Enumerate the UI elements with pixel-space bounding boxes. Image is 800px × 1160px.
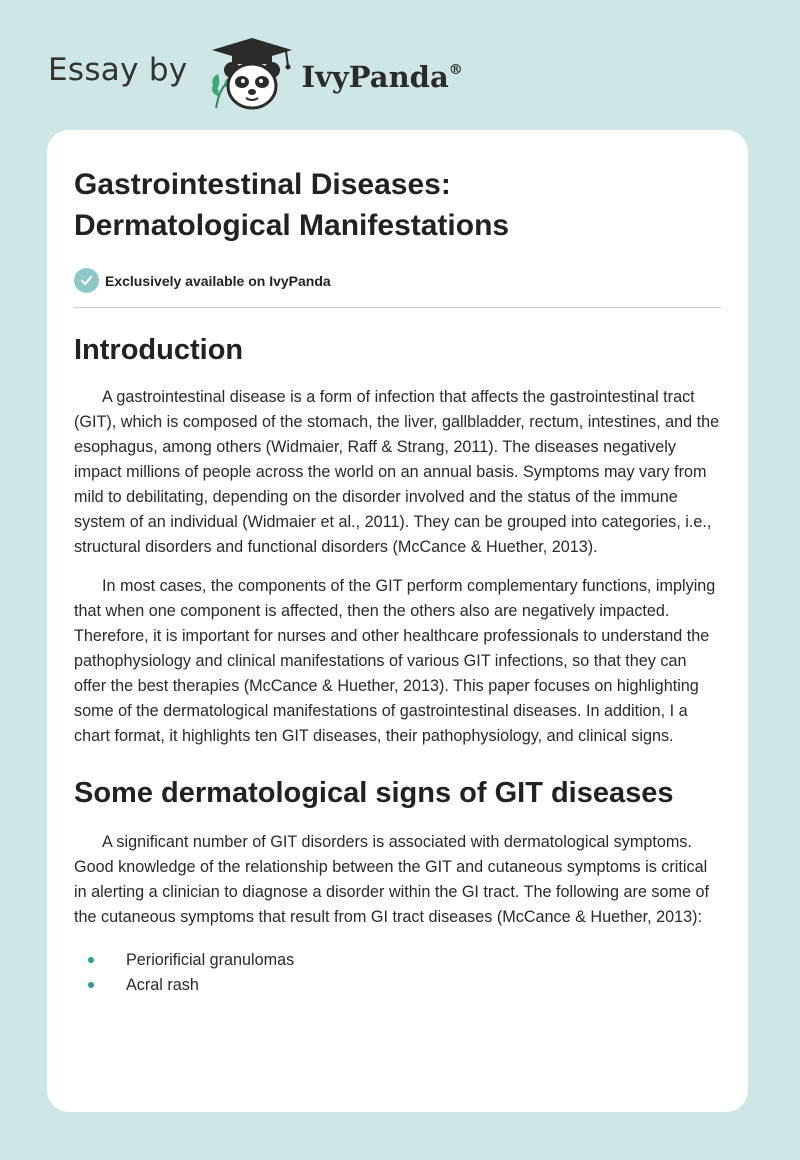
bullet-dot-icon <box>88 957 94 963</box>
site-header <box>48 34 748 114</box>
check-circle-icon <box>74 268 99 293</box>
essay-by-label: Essay by <box>48 52 188 88</box>
article-title-line-2: Dermatological Manifestations <box>74 209 510 242</box>
registered-mark: ® <box>448 62 463 78</box>
bullet-dot-icon <box>88 982 94 988</box>
article-title-line-1: Gastrointestinal Diseases: <box>74 168 451 201</box>
paragraph: A significant number of GIT disorders is associated with dermatological symptoms. Good knowledge of the relationship between the GIT and cutaneous symptoms is critical in alerting a clinician to diagnose a disorder within the GI tract. The following are some of the cutaneous symptoms that result from GI tract diseases (McCance & Huether, 2013): <box>74 833 709 926</box>
brand-name[interactable]: IvyPanda® <box>301 60 463 94</box>
article-card <box>47 130 748 1112</box>
panda-graduate-logo-icon[interactable] <box>206 34 298 114</box>
list-item <box>88 973 721 998</box>
list-item <box>88 948 721 973</box>
section-heading-introduction: Introduction <box>74 334 244 366</box>
divider <box>74 307 721 308</box>
list-item-text: Periorificial granulomas <box>126 951 295 969</box>
paragraph: In most cases, the components of the GIT perform complementary functions, implying that when one component is affected, then the others also are negatively impacted. Therefore, it is important for nurses and other healthcare professionals to understand the pathophysiology and clinical manifestations of various GIT infections, so that they can offer the best therapies (McCance & Huether, 2013). This paper focuses on highlighting some of the dermatological manifestations of gastrointestinal diseases. In addition, I a chart format, it highlights ten GIT diseases, their pathophysiology, and clinical signs. <box>74 577 716 745</box>
exclusive-badge <box>74 268 721 293</box>
section-heading-dermatological-signs: Some dermatological signs of GIT diseases <box>74 777 674 809</box>
symptom-list <box>74 948 721 998</box>
list-item-text: Acral rash <box>126 976 199 994</box>
paragraph: A gastrointestinal disease is a form of infection that affects the gastrointestinal tract (GIT), which is composed of the stomach, the liver, gallbladder, rectum, intestines, and the esophagus, among others (Widmaier, Raff & Strang, 2011). The diseases negatively impact millions of people across the world on an annual basis. Symptoms may vary from mild to debilitating, depending on the disorder involved and the status of the immune system of an individual (Widmaier et al., 2011). They can be grouped into categories, i.e., structural disorders and functional disorders (McCance & Huether, 2013). <box>74 388 720 556</box>
article-title <box>74 164 721 246</box>
exclusive-badge-label: Exclusively available on IvyPanda <box>105 272 331 289</box>
